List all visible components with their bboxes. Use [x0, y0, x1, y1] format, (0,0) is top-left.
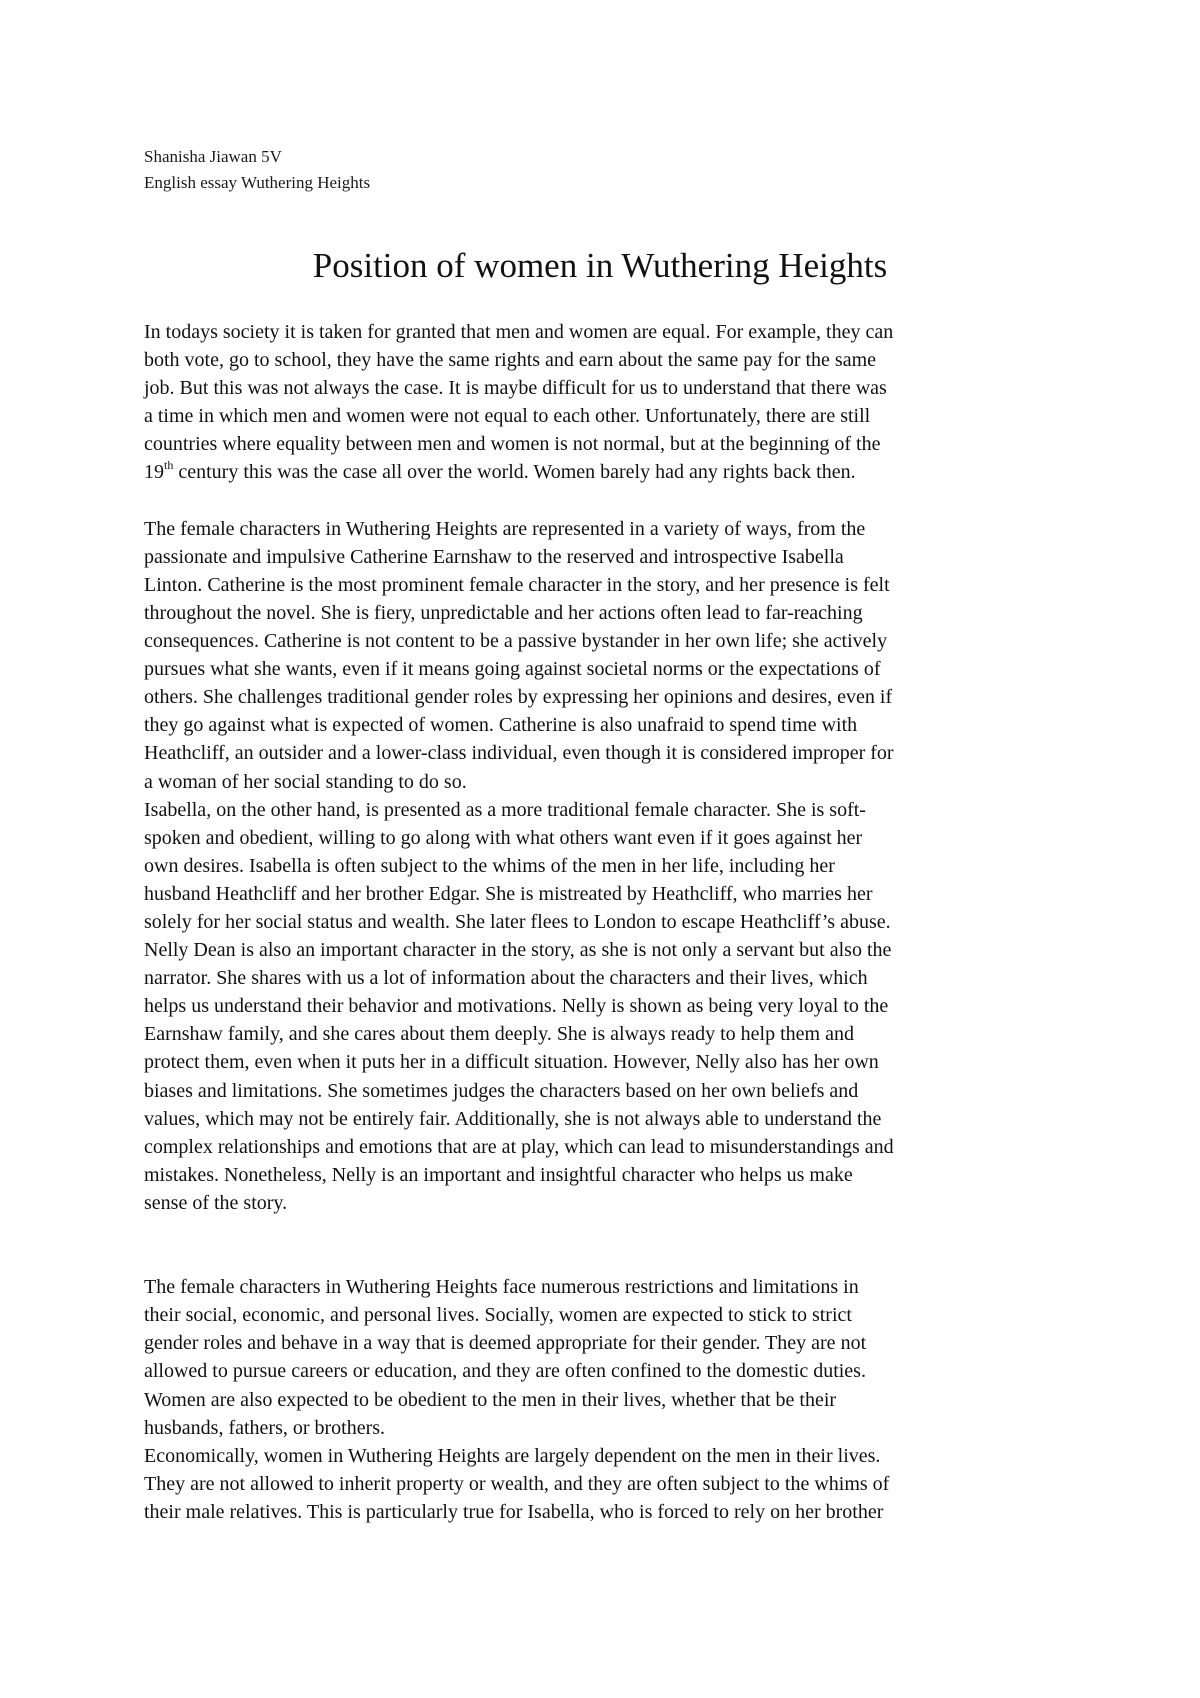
text-line: both vote, go to school, they have the same rights and earn about the same pay for the same — [144, 349, 877, 372]
text-line: complex relationships and emotions that are at play, which can lead to misunderstandings and — [144, 1135, 894, 1158]
text-line: solely for her social status and wealth. She later flees to London to escape Heathcliff’s abuse. — [144, 910, 891, 933]
text-line: pursues what she wants, even if it means going against societal norms or the expectations of — [144, 658, 881, 681]
text-line: They are not allowed to inherit property or wealth, and they are often subject to the whims of — [144, 1472, 890, 1495]
text-line: helps us understand their behavior and motivations. Nelly is shown as being very loyal to the — [144, 995, 889, 1018]
century-number: 19 — [144, 461, 164, 484]
text-line: a woman of her social standing to do so. — [144, 770, 467, 793]
text-line: In todays society it is taken for granted that men and women are equal. For example, they can — [144, 321, 894, 343]
subject-line: English essay Wuthering Heights — [144, 173, 371, 192]
paragraph-spacer — [144, 1217, 1064, 1273]
text-line: allowed to pursue careers or education, and they are often confined to the domestic duties. — [144, 1360, 866, 1383]
text-line: they go against what is expected of women. Catherine is also unafraid to spend time with — [144, 714, 858, 737]
text-line: narrator. She shares with us a lot of information about the characters and their lives, which — [144, 967, 868, 990]
text-line — [144, 458, 1064, 486]
text-line: Linton. Catherine is the most prominent female character in the story, and her presence is felt — [144, 573, 890, 596]
text-line: gender roles and behave in a way that is deemed appropriate for their gender. They are not — [144, 1332, 867, 1355]
text-line: husband Heathcliff and her brother Edgar. She is mistreated by Heathcliff, who marries her — [144, 882, 873, 905]
text-line: The female characters in Wuthering Heights are represented in a variety of ways, from the — [144, 517, 866, 540]
text-line: Nelly Dean is also an important character in the story, as she is not only a servant but also the — [144, 939, 892, 962]
text-line: Economically, women in Wuthering Heights are largely dependent on the men in their lives. — [144, 1444, 881, 1467]
document-header — [144, 144, 370, 196]
text-line: sense of the story. — [144, 1191, 288, 1214]
text-line: consequences. Catherine is not content to be a passive bystander in her own life; she actively — [144, 630, 888, 653]
text-line: spoken and obedient, willing to go along with what others want even if it goes against her — [144, 826, 863, 849]
text-line: Earnshaw family, and she cares about them deeply. She is always ready to help them and — [144, 1023, 854, 1046]
text-line: job. But this was not always the case. It is maybe difficult for us to understand that there was — [144, 377, 887, 400]
text-line: The female characters in Wuthering Heights face numerous restrictions and limitations in — [144, 1276, 859, 1299]
document-title: Position of women in Wuthering Heights — [312, 246, 888, 285]
paragraph-restrictions — [144, 1273, 1064, 1526]
text-line: mistakes. Nonetheless, Nelly is an important and insightful character who helps us make — [144, 1163, 853, 1186]
text-line: values, which may not be entirely fair. Additionally, she is not always able to understand the — [144, 1107, 882, 1130]
text-line: passionate and impulsive Catherine Earnshaw to the reserved and introspective Isabella — [144, 545, 844, 568]
document-body — [144, 318, 1064, 1526]
text-line: protect them, even when it puts her in a difficult situation. However, Nelly also has her own — [144, 1051, 879, 1074]
paragraph-characters — [144, 515, 1064, 1217]
text-line: their social, economic, and personal lives. Socially, women are expected to stick to strict — [144, 1304, 852, 1327]
text-line: a time in which men and women were not equal to each other. Unfortunately, there are still — [144, 405, 871, 428]
text-line: own desires. Isabella is often subject to the whims of the men in her life, including her — [144, 854, 835, 877]
text-line: countries where equality between men and women is not normal, but at the beginning of the — [144, 433, 881, 456]
text-line: Women are also expected to be obedient to the men in their lives, whether that be their — [144, 1388, 837, 1411]
text-line: throughout the novel. She is fiery, unpredictable and her actions often lead to far-reaching — [144, 601, 863, 624]
text-line: their male relatives. This is particularly true for Isabella, who is forced to rely on her brother — [144, 1500, 884, 1523]
author-line: Shanisha Jiawan 5V — [144, 147, 282, 166]
paragraph-intro — [144, 318, 1064, 487]
text-line: others. She challenges traditional gender roles by expressing her opinions and desires, even if — [144, 686, 893, 709]
ordinal-superscript: th — [164, 457, 174, 472]
text-line: Isabella, on the other hand, is presented as a more traditional female character. She is soft- — [144, 798, 866, 821]
text-line: husbands, fathers, or brothers. — [144, 1416, 386, 1439]
paragraph-spacer — [144, 487, 1064, 515]
text-line: Heathcliff, an outsider and a lower-class individual, even though it is considered improper for — [144, 742, 894, 765]
line-rest: century this was the case all over the world. Women barely had any rights back then. — [173, 461, 856, 484]
text-line: biases and limitations. She sometimes judges the characters based on her own beliefs and — [144, 1079, 859, 1102]
